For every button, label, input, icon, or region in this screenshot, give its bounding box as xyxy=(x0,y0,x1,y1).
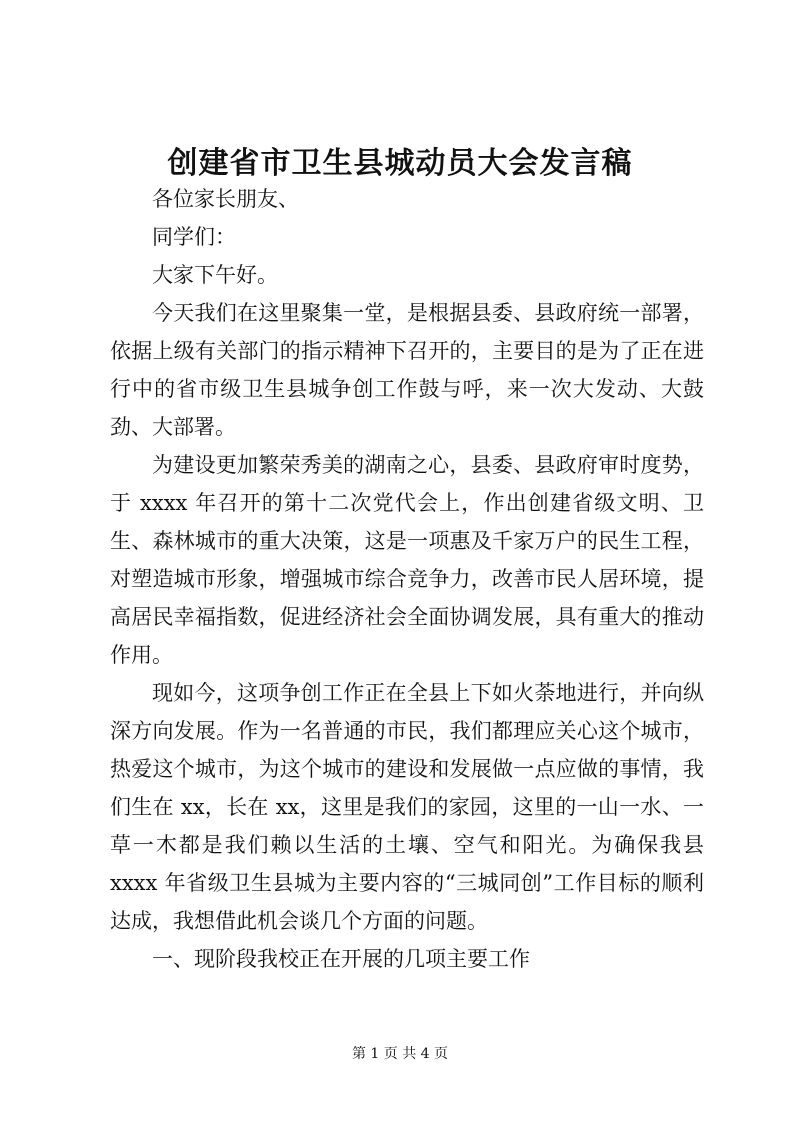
greeting: 大家下午好。 xyxy=(152,263,278,287)
page-footer: 第 1 页 共 4 页 xyxy=(351,1046,449,1062)
document-body xyxy=(110,180,704,978)
section-heading-1: 一、现阶段我校正在开展的几项主要工作 xyxy=(152,947,530,971)
salutation-line-2: 同学们： xyxy=(152,225,236,249)
paragraph-decision: 为建设更加繁荣秀美的湖南之心，县委、县政府审时度势，于 xxxx 年召开的第十二次党代会上，作出创建省级文明、卫生、森林城市的重大决策，这是一项惠及千家万户的民生工程，对塑造城市形象，增强城市综合竞争力，改善市民人居环境，提高居民幸福指数，促进经济社会全面协调发展，具有重大的推动作用。 xyxy=(110,453,704,667)
document-title: 创建省市卫生县城动员大会发言稿 xyxy=(167,146,633,181)
salutation-line-1: 各位家长朋友、 xyxy=(152,187,299,211)
paragraph-current-status: 现如今，这项争创工作正在全县上下如火荼地进行，并向纵深方向发展。作为一名普通的市民，我们都理应关心这个城市，热爱这个城市，为这个城市的建设和发展做一点应做的事情，我们生在 xx，长在 xx，这里是我们的家园，这里的一山一水、一草一木都是我们赖以生活的土壤、空气和阳光。为确保我县 xxxx 年省级卫生县城为主要内容的“三城同创”工作目标的顺利达成，我想借此机会谈几个方面的问题。 xyxy=(110,681,704,933)
paragraph-intro: 今天我们在这里聚集一堂，是根据县委、县政府统一部署，依据上级有关部门的指示精神下召开的，主要目的是为了正在进行中的省市级卫生县城争创工作鼓与呼，来一次大发动、大鼓劲、大部署。 xyxy=(110,301,704,439)
